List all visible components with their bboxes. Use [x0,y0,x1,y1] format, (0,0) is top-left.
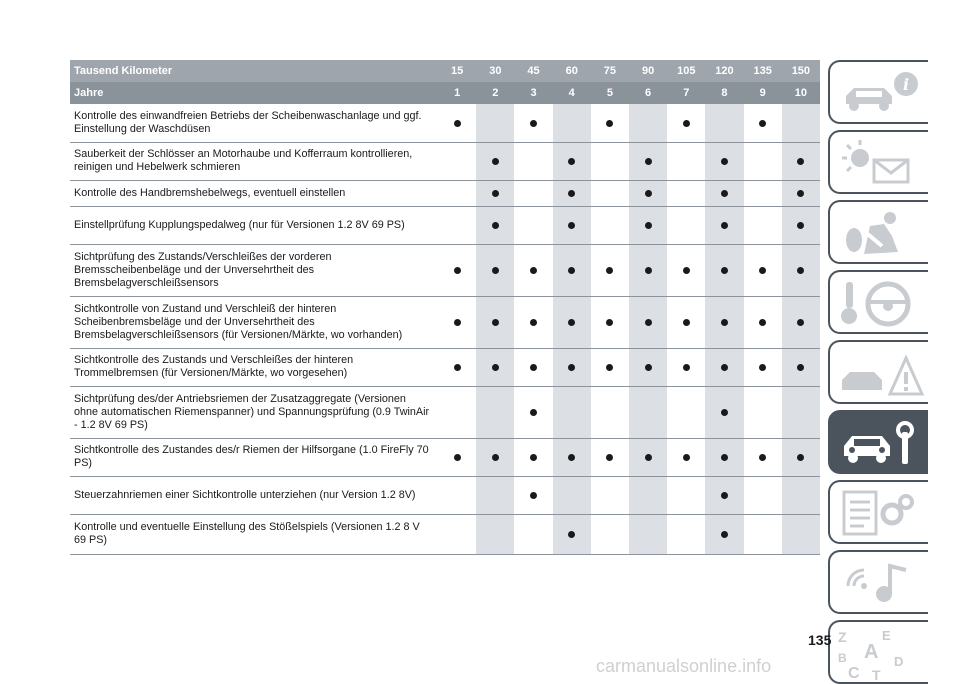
interval-cell [705,244,743,296]
check-dot [606,454,613,461]
check-dot [645,222,652,229]
check-dot [568,364,575,371]
check-dot [606,364,613,371]
interval-cell [591,142,629,180]
interval-cell [744,438,782,476]
interval-cell [629,180,667,206]
check-dot [721,492,728,499]
tab-key-steering[interactable] [828,270,928,334]
interval-cell [514,386,552,438]
interval-cell [667,438,705,476]
year-col-4: 4 [553,82,591,104]
svg-text:i: i [903,75,910,94]
check-dot [492,454,499,461]
tab-car-wrench[interactable] [828,410,928,474]
interval-cell [438,296,476,348]
task-description: Kontrolle des einwandfreien Betriebs der Scheibenwaschanlage und ggf. Einstellung der Waschdüsen [70,104,438,142]
check-dot [721,364,728,371]
check-dot [797,454,804,461]
interval-cell [744,476,782,514]
task-description: Kontrolle und eventuelle Einstellung des Stößelspiels (Versionen 1.2 8 V 69 PS) [70,514,438,554]
check-dot [530,120,537,127]
km-col-1: 15 [438,60,476,82]
index-letter-b: B [838,651,847,665]
km-header-label: Tausend Kilometer [70,60,438,82]
tab-warning-car[interactable] [828,340,928,404]
interval-cell [438,104,476,142]
interval-cell [514,180,552,206]
key-steering-wheel-icon [834,276,926,332]
check-dot [759,364,766,371]
check-dot [683,120,690,127]
check-dot [645,319,652,326]
task-description: Steuerzahnriemen einer Sichtkontrolle unterziehen (nur Version 1.2 8V) [70,476,438,514]
lights-mail-icon [834,136,926,192]
interval-cell [744,514,782,554]
interval-cell [476,386,514,438]
check-dot [492,222,499,229]
check-dot [759,454,766,461]
interval-cell [782,476,820,514]
check-dot [721,222,728,229]
interval-cell [438,244,476,296]
interval-cell [629,348,667,386]
check-dot [492,319,499,326]
interval-cell [629,296,667,348]
interval-cell [476,296,514,348]
year-col-5: 5 [591,82,629,104]
check-dot [645,364,652,371]
check-dot [606,267,613,274]
index-letter-a: A [864,641,879,663]
interval-cell [553,180,591,206]
check-dot [454,319,461,326]
check-dot [797,319,804,326]
interval-cell [553,514,591,554]
interval-cell [591,514,629,554]
interval-cell [667,296,705,348]
interval-cell [553,104,591,142]
check-dot [492,158,499,165]
table-row [70,348,820,386]
check-dot [797,158,804,165]
interval-cell [591,104,629,142]
interval-cell [667,180,705,206]
interval-cell [476,514,514,554]
interval-cell [705,180,743,206]
check-dot [721,454,728,461]
warning-car-icon [834,346,926,402]
year-col-2: 2 [476,82,514,104]
car-wrench-icon [834,416,926,472]
check-dot [683,267,690,274]
interval-cell [438,386,476,438]
check-dot [568,454,575,461]
table-row [70,476,820,514]
interval-cell [553,348,591,386]
interval-cell [514,244,552,296]
index-letter-e: E [882,628,891,643]
interval-cell [591,206,629,244]
task-description: Sichtprüfung des Zustands/Verschleißes der vorderen Bremsscheibenbeläge und der Unversehrtheit des Bremsbelagverschleißsensors [70,244,438,296]
interval-cell [514,142,552,180]
header-row-years [70,82,820,104]
year-col-3: 3 [514,82,552,104]
interval-cell [553,386,591,438]
index-letter-d: D [894,654,904,669]
check-dot [530,409,537,416]
year-col-8: 8 [705,82,743,104]
interval-cell [514,438,552,476]
interval-cell [591,348,629,386]
interval-cell [553,206,591,244]
tab-lights-mail[interactable] [828,130,928,194]
interval-cell [782,296,820,348]
check-dot [721,531,728,538]
interval-cell [553,296,591,348]
interval-cell [438,180,476,206]
index-letter-z: Z [838,629,847,645]
check-dot [759,319,766,326]
interval-cell [744,348,782,386]
check-dot [797,364,804,371]
check-dot [606,319,613,326]
year-col-10: 10 [782,82,820,104]
check-dot [645,190,652,197]
check-dot [568,222,575,229]
task-description: Sichtkontrolle von Zustand und Verschleiß der hinteren Scheibenbremsbeläge und der Unversehrtheit des Bremsbelagverschleißsensors (für Versionen/Märkte, wo vorhanden) [70,296,438,348]
km-col-3: 45 [514,60,552,82]
check-dot [759,120,766,127]
table-row [70,206,820,244]
check-dot [683,319,690,326]
table-row [70,142,820,180]
interval-cell [782,142,820,180]
interval-cell [476,348,514,386]
watermark: carmanualsonline.info [596,656,772,676]
maintenance-table [70,60,820,555]
interval-cell [591,386,629,438]
check-dot [721,409,728,416]
interval-cell [782,514,820,554]
interval-cell [438,514,476,554]
interval-cell [744,296,782,348]
task-description: Sauberkeit der Schlösser an Motorhaube und Kofferraum kontrollieren, reinigen und Hebelwerk schmieren [70,142,438,180]
car-info-icon [834,66,926,122]
check-dot [530,267,537,274]
interval-cell [514,104,552,142]
year-col-9: 9 [744,82,782,104]
table-row [70,514,820,554]
interval-cell [438,142,476,180]
interval-cell [667,514,705,554]
check-dot [568,531,575,538]
interval-cell [476,180,514,206]
check-dot [683,454,690,461]
km-col-10: 150 [782,60,820,82]
check-dot [530,319,537,326]
check-dot [568,319,575,326]
interval-cell [744,244,782,296]
km-col-8: 120 [705,60,743,82]
interval-cell [782,206,820,244]
interval-cell [514,476,552,514]
tab-airbag-seat[interactable] [828,200,928,264]
interval-cell [629,104,667,142]
task-description: Sichtkontrolle des Zustands und Verschleißes der hinteren Trommelbremsen (für Versionen/Märkte, wo vorgesehen) [70,348,438,386]
spec-sheet-gears-icon [834,486,926,542]
interval-cell [667,142,705,180]
check-dot [759,267,766,274]
interval-cell [629,244,667,296]
km-col-9: 135 [744,60,782,82]
interval-cell [667,476,705,514]
interval-cell [476,206,514,244]
interval-cell [667,206,705,244]
year-col-1: 1 [438,82,476,104]
interval-cell [591,180,629,206]
check-dot [568,267,575,274]
check-dot [645,158,652,165]
interval-cell [553,438,591,476]
km-col-7: 105 [667,60,705,82]
interval-cell [591,296,629,348]
interval-cell [514,514,552,554]
km-col-2: 30 [476,60,514,82]
table-row [70,296,820,348]
interval-cell [476,438,514,476]
interval-cell [514,206,552,244]
check-dot [721,158,728,165]
check-dot [454,120,461,127]
interval-cell [476,476,514,514]
check-dot [797,267,804,274]
interval-cell [782,244,820,296]
years-header-label: Jahre [70,82,438,104]
interval-cell [553,142,591,180]
tab-alphabet-index[interactable] [828,620,928,684]
interval-cell [782,180,820,206]
interval-cell [591,476,629,514]
interval-cell [705,476,743,514]
km-col-6: 90 [629,60,667,82]
interval-cell [667,386,705,438]
check-dot [492,267,499,274]
alphabet-index-icon [834,626,926,682]
interval-cell [667,244,705,296]
interval-cell [744,206,782,244]
interval-cell [629,386,667,438]
km-col-4: 60 [553,60,591,82]
check-dot [645,267,652,274]
page-number: 135 [808,632,832,648]
maintenance-table-container [70,60,820,555]
interval-cell [744,180,782,206]
airbag-seat-icon [834,206,926,262]
interval-cell [782,438,820,476]
task-description: Sichtkontrolle des Zustandes des/r Riemen der Hilfsorgane (1.0 FireFly 70 PS) [70,438,438,476]
index-letter-c: C [848,665,860,682]
check-dot [721,190,728,197]
check-dot [454,454,461,461]
km-col-5: 75 [591,60,629,82]
task-description: Kontrolle des Handbremshebelwegs, eventuell einstellen [70,180,438,206]
interval-cell [705,296,743,348]
interval-cell [744,104,782,142]
check-dot [454,364,461,371]
table-row [70,438,820,476]
interval-cell [705,386,743,438]
interval-cell [591,244,629,296]
table-row [70,104,820,142]
index-letter-t: T [872,667,881,682]
interval-cell [667,104,705,142]
interval-cell [629,438,667,476]
interval-cell [438,438,476,476]
interval-cell [705,104,743,142]
radio-music-icon [834,556,926,612]
year-col-6: 6 [629,82,667,104]
check-dot [683,364,690,371]
interval-cell [438,206,476,244]
interval-cell [591,438,629,476]
interval-cell [705,206,743,244]
tab-car-info[interactable] [828,60,928,124]
interval-cell [629,476,667,514]
interval-cell [553,244,591,296]
table-row [70,244,820,296]
check-dot [568,190,575,197]
table-row [70,386,820,438]
interval-cell [476,244,514,296]
check-dot [721,319,728,326]
task-description: Einstellprüfung Kupplungspedalweg (nur für Versionen 1.2 8V 69 PS) [70,206,438,244]
interval-cell [629,206,667,244]
table-row [70,180,820,206]
interval-cell [629,142,667,180]
maintenance-table-body [70,104,820,554]
header-row-km [70,60,820,82]
interval-cell [514,296,552,348]
check-dot [454,267,461,274]
check-dot [606,120,613,127]
interval-cell [438,348,476,386]
interval-cell [476,104,514,142]
tab-radio-music[interactable] [828,550,928,614]
check-dot [492,364,499,371]
check-dot [568,158,575,165]
check-dot [530,492,537,499]
interval-cell [514,348,552,386]
interval-cell [782,386,820,438]
interval-cell [705,514,743,554]
check-dot [797,222,804,229]
task-description: Sichtprüfung des/der Antriebsriemen der Zusatzaggregate (Versionen ohne automatischen Riemenspanner) und Spannungsprüfung (0.9 TwinAir - 1.2 8V 69 PS) [70,386,438,438]
interval-cell [782,348,820,386]
check-dot [530,454,537,461]
interval-cell [667,348,705,386]
interval-cell [476,142,514,180]
check-dot [645,454,652,461]
check-dot [492,190,499,197]
tab-spec-sheet[interactable] [828,480,928,544]
interval-cell [629,514,667,554]
check-dot [530,364,537,371]
interval-cell [553,476,591,514]
year-col-7: 7 [667,82,705,104]
interval-cell [744,142,782,180]
interval-cell [705,438,743,476]
interval-cell [705,142,743,180]
check-dot [721,267,728,274]
check-dot [797,190,804,197]
interval-cell [744,386,782,438]
interval-cell [705,348,743,386]
interval-cell [782,104,820,142]
interval-cell [438,476,476,514]
